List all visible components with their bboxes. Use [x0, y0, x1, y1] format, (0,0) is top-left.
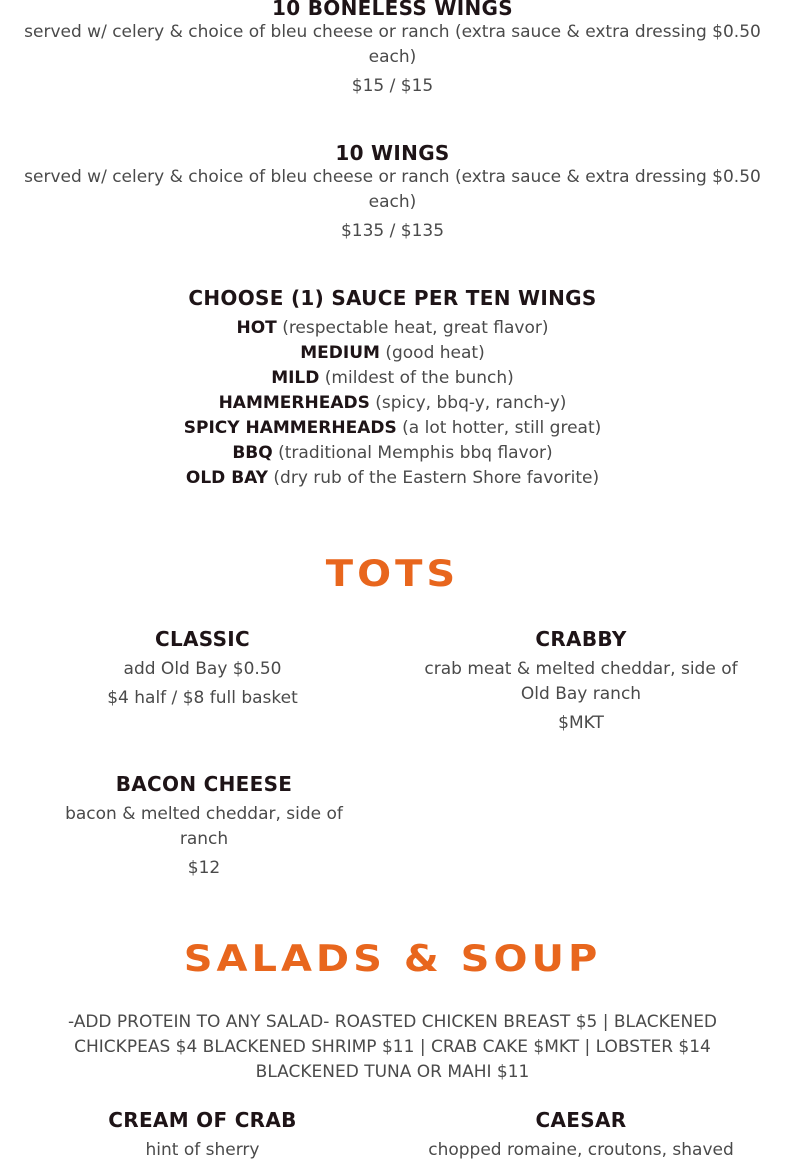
- item-title: BACON CHEESE: [115, 772, 293, 796]
- item-title: CREAM OF CRAB: [108, 1108, 297, 1132]
- item-title: 10 WINGS: [335, 141, 450, 165]
- item-price: $12: [187, 858, 221, 878]
- item-price: $4 half / $8 full basket: [107, 688, 298, 708]
- sauce-item: [40, 366, 745, 391]
- item-price: $15 / $15: [351, 76, 434, 96]
- sauce-description: (mildest of the bunch): [324, 368, 514, 388]
- add-protein-note: -ADD PROTEIN TO ANY SALAD- ROASTED CHICKEN BREAST $5 | BLACKENED CHICKPEAS $4 BLACKENED SHRIMP $11 | CRAB CAKE $MKT | LOBSTER $14 BLACKENED TUNA OR MAHI $11: [67, 1012, 718, 1082]
- sauce-item: [40, 316, 745, 341]
- item-description: served w/ celery & choice of bleu cheese or ranch (extra sauce & extra dressing $0.50 each): [24, 167, 761, 212]
- sauce-description: (traditional Memphis bbq flavor): [278, 443, 553, 463]
- menu-item-caesar: [412, 1108, 750, 1163]
- item-price: $135 / $135: [340, 221, 445, 241]
- menu-item-classic-tots: [40, 627, 365, 711]
- item-description: chopped romaine, croutons, shaved: [428, 1140, 734, 1160]
- item-description: crab meat & melted cheddar, side of Old Bay ranch: [424, 659, 738, 704]
- item-description: bacon & melted cheddar, side of ranch: [65, 804, 343, 849]
- item-title: 10 BONELESS WINGS: [272, 0, 513, 20]
- sauce-name: MILD: [271, 368, 320, 388]
- menu-item-cream-of-crab: [40, 1108, 365, 1163]
- sauce-name: SPICY HAMMERHEADS: [183, 418, 397, 438]
- sauce-description: (spicy, bbq-y, ranch-y): [375, 393, 567, 413]
- sauce-name: BBQ: [232, 443, 273, 463]
- item-price: $MKT: [558, 713, 604, 733]
- menu-item-bacon-cheese-tots: [50, 772, 358, 881]
- menu-item-crabby-tots: [412, 627, 750, 736]
- sauce-item: [40, 391, 745, 416]
- sauce-description: (respectable heat, great flavor): [282, 318, 549, 338]
- item-title: CRABBY: [535, 627, 627, 651]
- menu-item-boneless-wings: [20, 0, 765, 99]
- sauce-name: HOT: [236, 318, 277, 338]
- sauce-description: (dry rub of the Eastern Shore favorite): [273, 468, 600, 488]
- item-description: add Old Bay $0.50: [123, 659, 282, 679]
- item-description: hint of sherry: [145, 1140, 260, 1160]
- sauce-name: MEDIUM: [300, 343, 380, 363]
- menu-item-wings: [20, 141, 765, 244]
- item-description: served w/ celery & choice of bleu cheese or ranch (extra sauce & extra dressing $0.50 each): [24, 22, 761, 67]
- section-heading-salads-soup: SALADS & SOUP: [183, 937, 602, 981]
- sauce-description: (good heat): [385, 343, 485, 363]
- sauce-list: [40, 286, 745, 491]
- sauce-item: [40, 416, 745, 441]
- sauce-item: [40, 441, 745, 466]
- item-title: CLASSIC: [154, 627, 251, 651]
- sauce-description: (a lot hotter, still great): [402, 418, 602, 438]
- sauce-item: [40, 466, 745, 491]
- sauce-heading: CHOOSE (1) SAUCE PER TEN WINGS: [188, 286, 597, 310]
- section-heading-tots: TOTS: [325, 552, 460, 596]
- item-title: CAESAR: [535, 1108, 627, 1132]
- sauce-item: [40, 341, 745, 366]
- sauce-name: OLD BAY: [185, 468, 268, 488]
- sauce-name: HAMMERHEADS: [218, 393, 370, 413]
